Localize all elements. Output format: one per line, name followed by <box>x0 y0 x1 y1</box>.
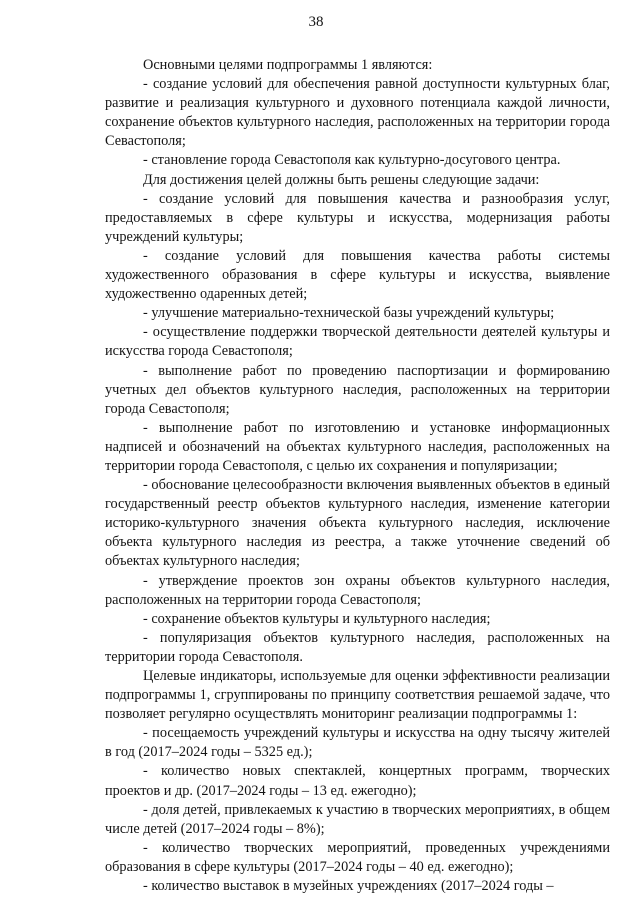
paragraph-goal-1: - создание условий для обеспечения равной доступности культурных благ, развитие и реализация культурного и духовного потенциала каждой личности, сохранение объектов культурного наследия, расположенных на территории города Севастополя; <box>105 76 610 150</box>
document-body <box>105 56 610 896</box>
paragraph-task-2: - создание условий для повышения качества работы системы художественного образования в сфере культуры и искусства, выявление художественно одаренных детей; <box>105 247 610 303</box>
paragraph-indicator-5: - количество выставок в музейных учреждениях (2017–2024 годы – <box>143 878 554 895</box>
paragraph-task-9: - сохранение объектов культуры и культурного наследия; <box>143 610 491 627</box>
paragraph-task-8: - утверждение проектов зон охраны объектов культурного наследия, расположенных на территории города Севастополя; <box>105 572 610 608</box>
paragraph-task-3: - улучшение материально-технической базы учреждений культуры; <box>143 305 555 322</box>
paragraph-indicator-4: - количество творческих мероприятий, проведенных учреждениями образования в сфере культуры (2017–2024 годы – 40 ед. ежегодно); <box>105 839 610 875</box>
paragraph-task-6: - выполнение работ по изготовлению и установке информационных надписей и обозначений на объектах культурного наследия, расположенных на территории города Севастополя, с целью их сохранения и популяризации; <box>105 419 610 474</box>
paragraph-task-5: - выполнение работ по проведению паспортизации и формированию учетных дел объектов культурного наследия, расположенных на территории города Севастополя; <box>105 362 610 417</box>
paragraph-indicator-1: - посещаемость учреждений культуры и искусства на одну тысячу жителей в год (2017–2024 годы – 5325 ед.); <box>105 725 610 761</box>
paragraph-task-4: - осуществление поддержки творческой деятельности деятелей культуры и искусства города Севастополя; <box>105 324 610 360</box>
paragraph-indicator-3: - доля детей, привлекаемых к участию в творческих мероприятиях, в общем числе детей (2017–2024 годы – 8%); <box>105 801 610 837</box>
paragraph-indicators-intro: Целевые индикаторы, используемые для оценки эффективности реализации подпрограммы 1, сгруппированы по принципу соответствия решаемой задаче, что позволяет регулярно осуществлять мониторинг реализации подпрограммы 1: <box>105 668 610 723</box>
paragraph-goal-2: - становление города Севастополя как культурно-досугового центра. <box>143 152 561 169</box>
paragraph-task-10: - популяризация объектов культурного наследия, расположенных на территории города Севастополя. <box>105 629 610 665</box>
page-number: 38 <box>308 14 324 30</box>
paragraph-goals-intro: Основными целями подпрограммы 1 являются: <box>143 57 433 73</box>
paragraph-indicator-2: - количество новых спектаклей, концертных программ, творческих проектов и др. (2017–2024 годы – 13 ед. ежегодно); <box>105 763 610 799</box>
paragraph-task-7: - обоснование целесообразности включения выявленных объектов в единый государственный реестр объектов культурного наследия, изменение категории историко-культурного значения объекта культурного наследия, исключение объекта культурного наследия из реестра, а также уточнение сведений об объектах культурного наследия; <box>105 477 610 570</box>
paragraph-tasks-intro: Для достижения целей должны быть решены следующие задачи: <box>143 171 540 188</box>
paragraph-task-1: - создание условий для повышения качества и разнообразия услуг, предоставляемых в сфере культуры и искусства, модернизация работы учреждений культуры; <box>105 190 610 245</box>
